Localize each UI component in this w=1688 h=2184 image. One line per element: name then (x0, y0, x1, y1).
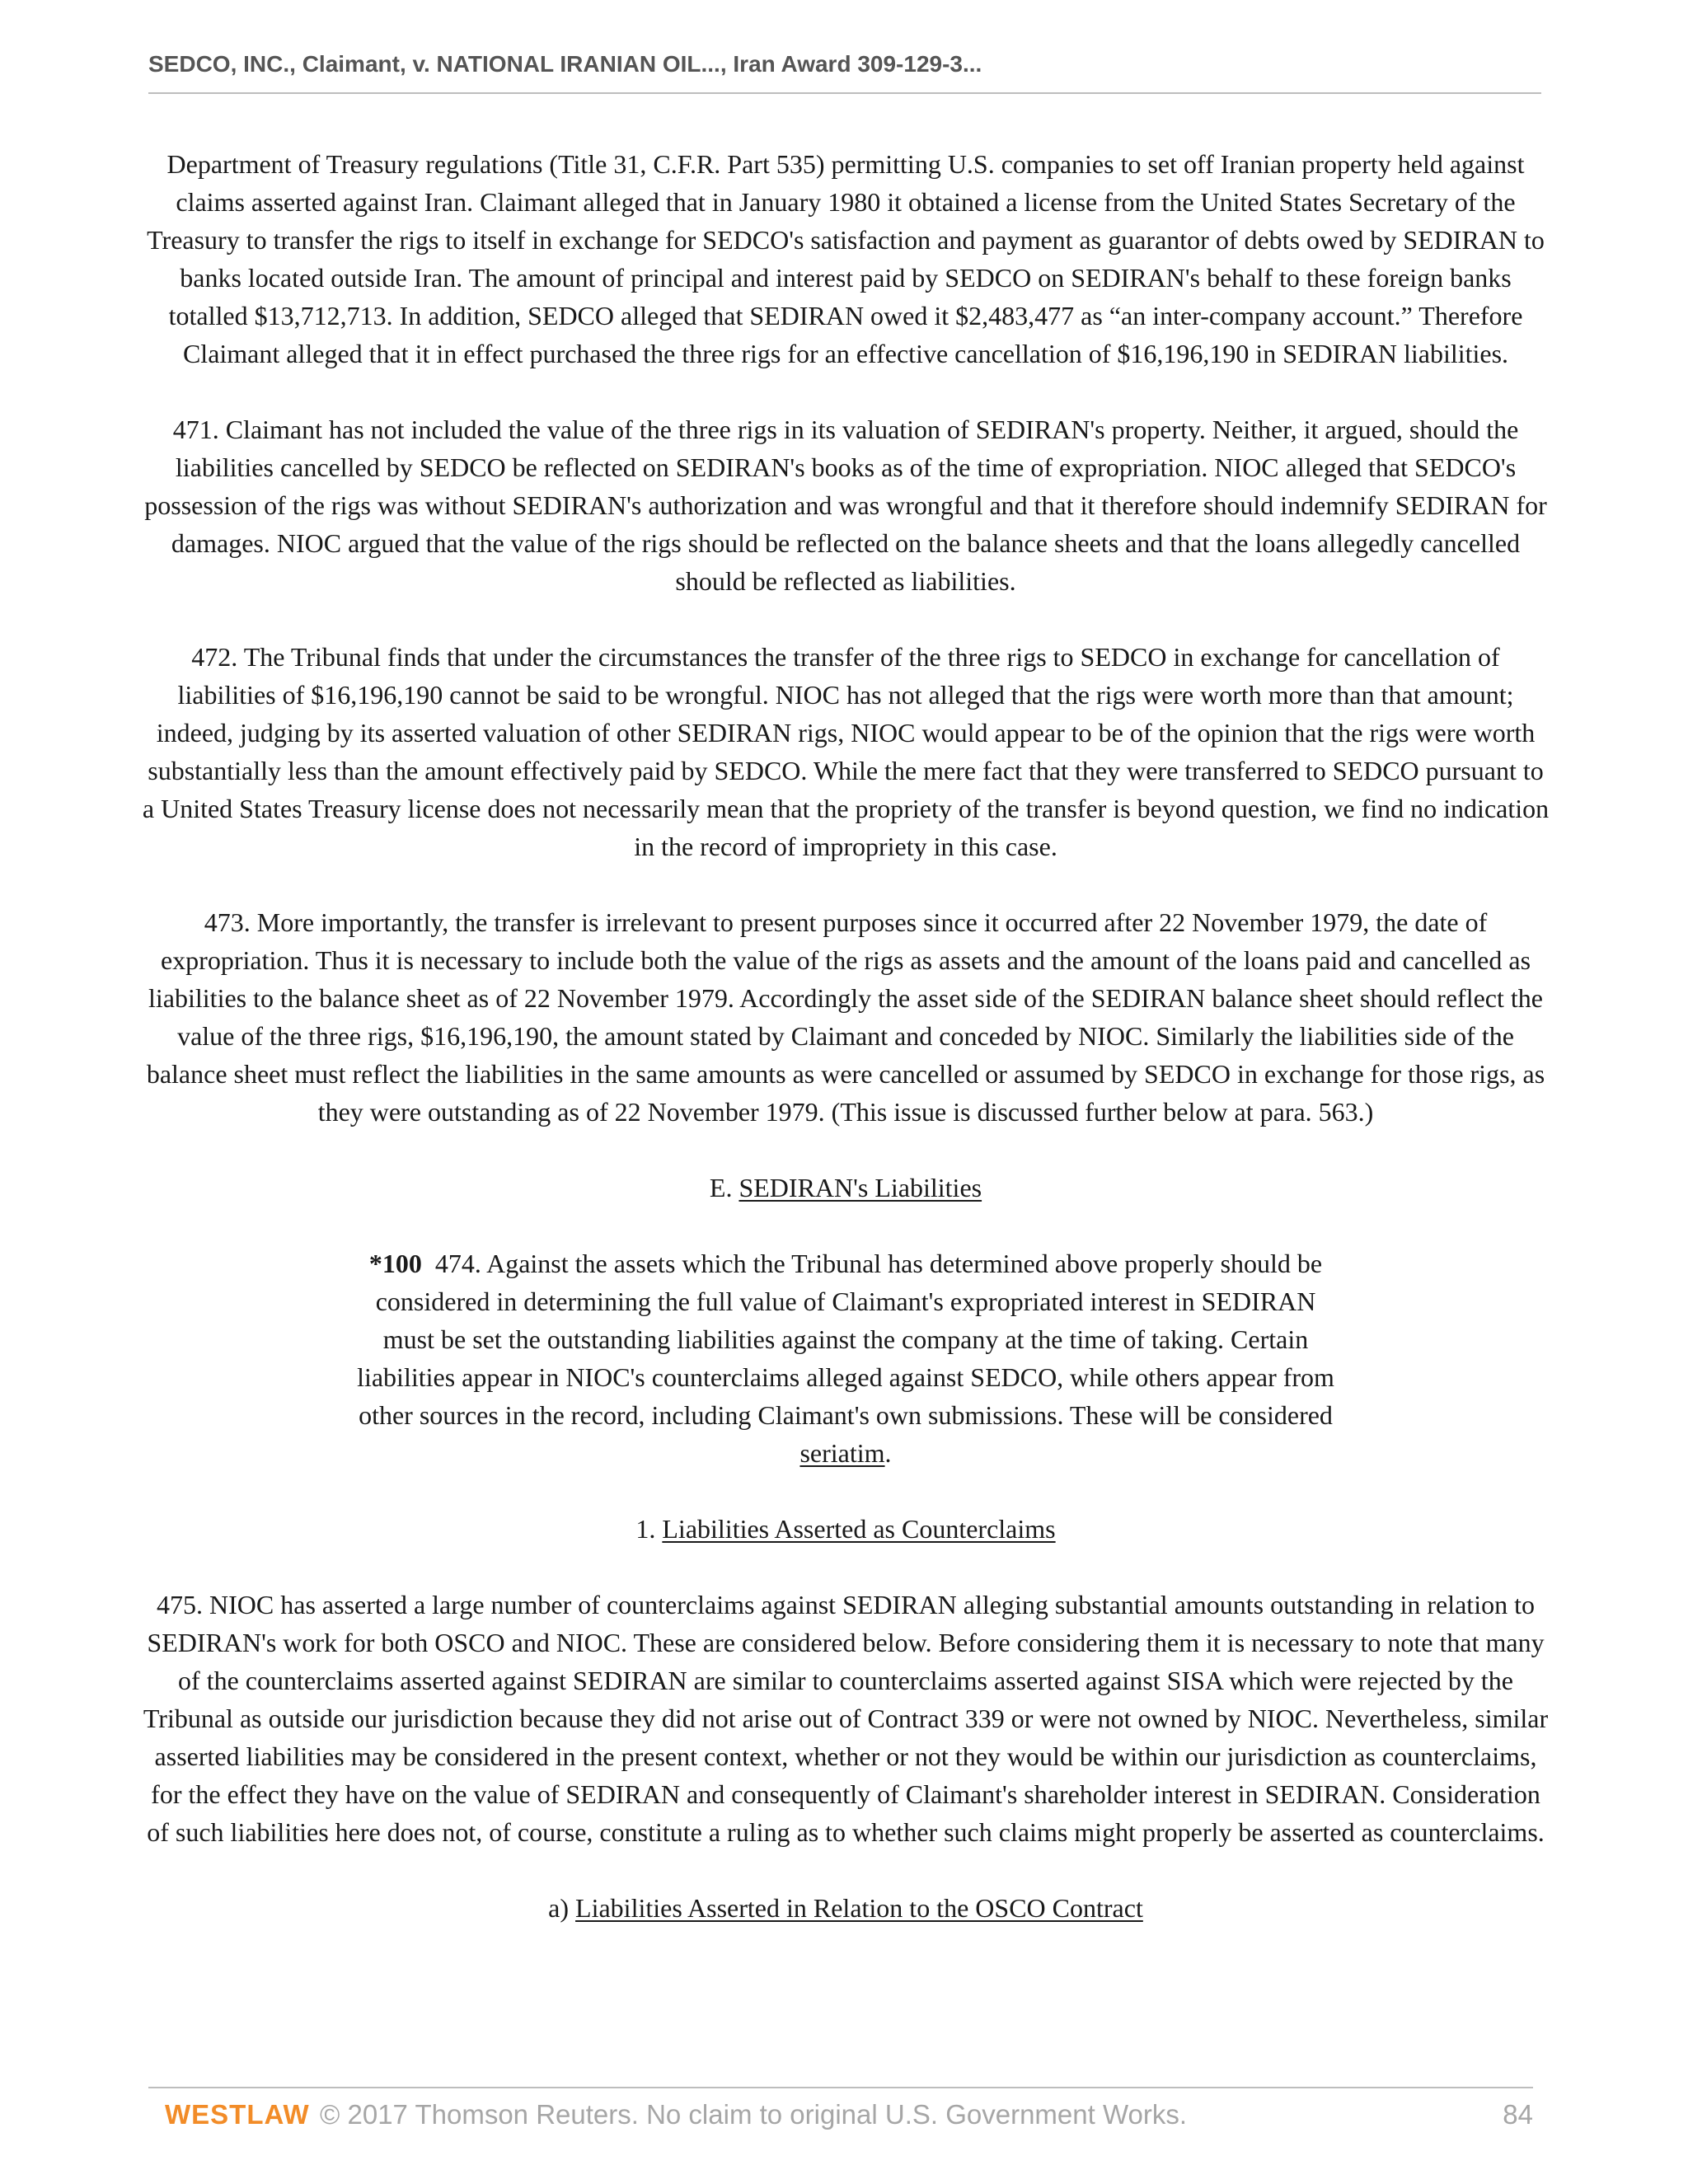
paragraph-473: 473. More importantly, the transfer is irrelevant to present purposes since it occurred after 22 November 1979, the date of expropriation. Thus it is necessary to include both the value of the rigs as assets and the amount of the loans paid and cancelled as liabilities to the balance sheet as of 22 November 1979. Accordingly the asset side of the SEDIRAN balance sheet should reflect the value of the three rigs, $16,196,190, the amount stated by Claimant and conceded by NIOC. Similarly the liabilities side of the balance sheet must reflect the liabilities in the same amounts as were cancelled or assumed by SEDCO in exchange for those rigs, as they were outstanding as of 22 November 1979. (This issue is discussed further below at para. 563.) (146, 907, 1545, 1127)
westlaw-logo: WESTLAW (165, 2099, 310, 2130)
section-heading-e-prefix: E. (709, 1173, 739, 1202)
paragraph-continued: Department of Treasury regulations (Title 31, C.F.R. Part 535) permitting U.S. companies to set off Iranian property held against claims asserted against Iran. Claimant alleged that in January 1980 it obtained a license from the United States Secretary of the Treasury to transfer the rigs to itself in exchange for SEDCO's satisfaction and payment as guarantor of debts owed by SEDIRAN to banks located outside Iran. The amount of principal and interest paid by SEDCO on SEDIRAN's behalf to these foreign banks totalled $13,712,713. In addition, SEDCO alleged that SEDIRAN owed it $2,483,477 as “an inter-company account.” Therefore Claimant alleged that it in effect purchased the three rigs for an effective cancellation of $16,196,190 in SEDIRAN liabilities. (147, 149, 1545, 368)
section-heading-1-prefix: 1. (635, 1514, 663, 1544)
seriatim-term: seriatim (799, 1438, 885, 1468)
section-heading-a-prefix: a) (548, 1893, 576, 1923)
page-number: 84 (1503, 2099, 1533, 2130)
section-heading-1 (140, 1510, 1551, 1548)
section-heading-a-title: Liabilities Asserted in Relation to the OSCO Contract (575, 1893, 1143, 1923)
copyright-notice: © 2017 Thomson Reuters. No claim to original U.S. Government Works. (320, 2099, 1188, 2130)
document-footer (165, 2095, 1533, 2135)
paragraph-471: 471. Claimant has not included the value of the three rigs in its valuation of SEDIRAN's property. Neither, it argued, should the liabilities cancelled by SEDCO be reflected on SEDIRAN's books as of the time of expropriation. NIOC alleged that SEDCO's possession of the rigs was without SEDIRAN's authorization and was wrongful and that it therefore should indemnify SEDIRAN for damages. NIOC argued that the value of the rigs should be reflected on the balance sheets and that the loans allegedly cancelled should be reflected as liabilities. (144, 415, 1547, 596)
paragraph-474-end: . (884, 1438, 892, 1468)
section-heading-e (140, 1169, 1551, 1207)
paragraph-474 (140, 1244, 1551, 1472)
section-heading-a (140, 1889, 1551, 1927)
header-divider (148, 92, 1541, 94)
document-body (140, 145, 1551, 1965)
footer-divider (148, 2087, 1533, 2088)
paragraph-472: 472. The Tribunal finds that under the circumstances the transfer of the three rigs to SEDCO in exchange for cancellation of liabilities of $16,196,190 cannot be said to be wrongful. NIOC has not alleged that the rigs were worth more than that amount; indeed, judging by its asserted valuation of other SEDIRAN rigs, NIOC would appear to be of the opinion that the rigs were worth substantially less than the amount effectively paid by SEDCO. While the mere fact that they were transferred to SEDCO pursuant to a United States Treasury license does not necessarily mean that the propriety of the transfer is beyond question, we find no indication in the record of impropriety in this case. (142, 642, 1550, 861)
document-header-title: SEDCO, INC., Claimant, v. NATIONAL IRANIAN OIL..., Iran Award 309-129-3... (148, 51, 982, 77)
section-heading-1-title: Liabilities Asserted as Counterclaims (662, 1514, 1056, 1544)
star-page-marker: *100 (368, 1249, 422, 1278)
paragraph-475: 475. NIOC has asserted a large number of counterclaims against SEDIRAN alleging substantial amounts outstanding in relation to SEDIRAN's work for both OSCO and NIOC. These are considered below. Before considering them it is necessary to note that many of the counterclaims asserted against SEDIRAN are similar to counterclaims asserted against SISA which were rejected by the Tribunal as outside our jurisdiction because they did not arise out of Contract 339 or were not owned by NIOC. Nevertheless, similar asserted liabilities may be considered in the present context, whether or not they would be within our jurisdiction as counterclaims, for the effect they have on the value of SEDIRAN and consequently of Claimant's shareholder interest in SEDIRAN. Consideration of such liabilities here does not, of course, constitute a ruling as to whether such claims might properly be asserted as counterclaims. (143, 1590, 1549, 1847)
section-heading-e-title: SEDIRAN's Liabilities (738, 1173, 982, 1202)
paragraph-474-text: 474. Against the assets which the Tribunal has determined above properly should be considered in determining the full value of Claimant's expropriated interest in SEDIRAN must be set the outstanding liabilities against the company at the time of taking. Certain liabilities appear in NIOC's counterclaims alleged against SEDCO, while others appear from other sources in the record, including Claimant's own submissions. These will be considered (357, 1249, 1334, 1430)
